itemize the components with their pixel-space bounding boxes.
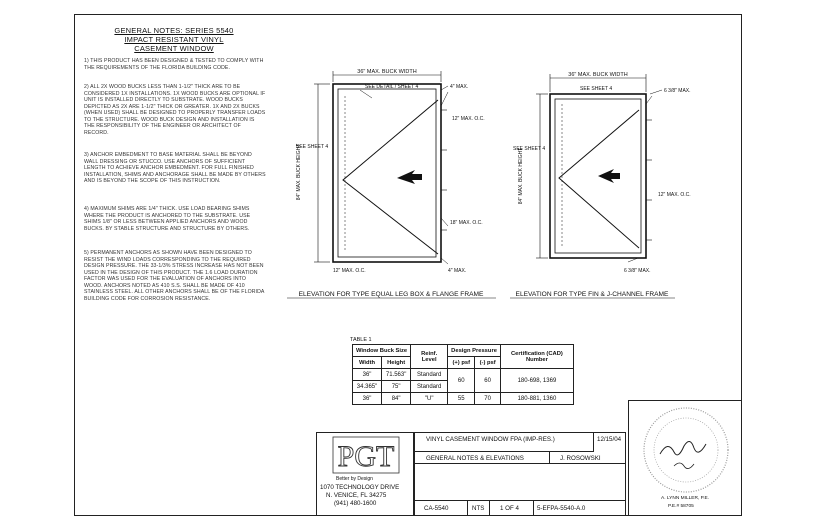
note-paragraph-3: 3) ANCHOR EMBEDMENT TO BASE MATERIAL SHALL BE BEYOND WALL DRESSING OR STUCCO. USE ANCHORS OF SUFFICIENT LENGTH TO ACHIEVE ANCHOR EMBEDMENT. FOR FULL FINISHED INSTALLATION, SHIMS AND ANCHORAGE SHALL BE MADE BY OTHERS AND IS BEYOND THE SCOPE OF THIS INSTRUCTION. <box>84 152 266 184</box>
right-sheet-callout: SEE SHEET 4 <box>580 86 613 92</box>
notes-title-line-1: GENERAL NOTES: SERIES 5540 <box>114 26 234 35</box>
table-cell: 60 <box>475 369 501 393</box>
left-bottom-max-label: 4" MAX. <box>448 268 467 274</box>
engineer-license: P.E.# 58705 <box>668 504 694 509</box>
table-header: Window Buck Size <box>353 345 411 357</box>
table-header-row <box>353 345 574 357</box>
table-cell: 34.365" <box>353 381 382 393</box>
notes-title-line-2: IMPACT RESISTANT VINYL <box>124 35 224 44</box>
right-elevation-frame <box>536 74 662 262</box>
table-subheader: (-) psf <box>475 357 501 369</box>
left-max-top-label: 4" MAX. <box>450 84 469 90</box>
table-label: TABLE 1 <box>350 337 372 343</box>
note-paragraph-1: 1) THIS PRODUCT HAS BEEN DESIGNED & TESTED TO COMPLY WITH THE REQUIREMENTS OF THE FLORIDA BUILDING CODE. <box>84 58 264 71</box>
engineer-name: A. LYNN MILLER, P.E. <box>661 496 710 501</box>
note-paragraph-2: 2) ALL 2X WOOD BUCKS LESS THAN 1-1/2" THICK ARE TO BE CONSIDERED 1X INSTALLATIONS. 1X WOOD BUCKS ARE OPTIONAL IF UNIT IS INSTALLED DIRECTLY TO SUBSTRATE. WOOD BUCKS DEPICTED AS 2X ARE 1-1/2" THICK OR GREATER. 1X AND 2X BUCKS (WHEN USED) SHALL BE DESIGNED TO PROPERLY TRANSFER LOADS TO THE STRUCTURE. WOOD BUCK DESIGN AND INSTALLATION IS THE RESPONSIBILITY OF THE ENGINEER OR ARCHITECT OF RECORD. <box>84 84 266 136</box>
right-oc-label: 12" MAX. O.C. <box>658 192 691 198</box>
left-elevation-caption: ELEVATION FOR TYPE EQUAL LEG BOX & FLANGE FRAME <box>298 291 484 298</box>
table-subheader: Height <box>382 357 411 369</box>
table-cell: 71.563" <box>382 369 411 381</box>
left-right-oc-label: 18" MAX. O.C. <box>450 220 483 226</box>
drawing-number: CA-5540 <box>424 505 449 512</box>
table-cell: "U" <box>411 393 448 405</box>
company-tagline: Better by Design <box>336 476 373 482</box>
table-header: Reinf. Level <box>411 345 448 369</box>
logo-text: PGT <box>337 440 395 473</box>
left-sheet-callout: SEE DETAIL / SHEET 4 <box>365 84 419 90</box>
company-phone: (941) 480-1600 <box>334 500 377 507</box>
table-header: Design Pressure <box>448 345 501 357</box>
right-bottom-max-label: 6 3/8" MAX. <box>624 268 651 274</box>
table-subheader: Width <box>353 357 382 369</box>
table-cell: 36" <box>353 369 382 381</box>
table-cell: 60 <box>448 369 475 393</box>
sheet-number: 1 OF 4 <box>500 505 519 512</box>
right-top-dim-label: 36" MAX. BUCK WIDTH <box>568 72 628 78</box>
note-paragraph-5: 5) PERMANENT ANCHORS AS SHOWN HAVE BEEN DESIGNED TO RESIST THE WIND LOADS CORRESPONDING TO THE REQUIRED DESIGN PRESSURE. THE 33-1/3% STRESS INCREASE HAS NOT BEEN USED IN THE DESIGN OF THIS PRODUCT. THE 1.6 LOAD DURATION FACTOR WAS USED FOR THE EVALUATION OF ANCHORS INTO WOOD. ANCHORS NOTED AS 410 S.S. SHALL BE MADE OF 410 STAINLESS STEEL. ALL OTHER ANCHORS SHALL BE OF THE FLORIDA BUILDING CODE FOR CORROSION RESISTANCE. <box>84 250 265 302</box>
pgt-logo <box>332 436 400 474</box>
table-cell: Standard <box>411 381 448 393</box>
notes-title-line-3: CASEMENT WINDOW <box>134 44 214 53</box>
table-cell: 36" <box>353 393 382 405</box>
left-side-callout: SEE SHEET 4 <box>296 144 329 150</box>
table-row <box>353 369 574 381</box>
signature <box>660 441 706 454</box>
swing-arrow-icon <box>397 170 422 184</box>
table-header: Certification (CAD) Number <box>500 345 573 369</box>
engineer-seal <box>640 404 732 496</box>
table-cell: 75" <box>382 381 411 393</box>
table-subheader: (+) psf <box>448 357 475 369</box>
table-cell: 180-698, 1369 <box>500 369 573 393</box>
right-height-label: 84" MAX. BUCK HEIGHT <box>518 147 524 205</box>
right-max-top-label: 6 3/8" MAX. <box>664 88 691 94</box>
left-elevation-frame <box>314 71 448 264</box>
left-top-dim-label: 36" MAX. BUCK WIDTH <box>357 69 417 75</box>
sheet-title: GENERAL NOTES & ELEVATIONS <box>426 455 524 462</box>
table-row <box>353 393 574 405</box>
right-side-callout: SEE SHEET 4 <box>513 146 546 152</box>
right-elevation-caption: ELEVATION FOR TYPE FIN & J-CHANNEL FRAME <box>515 291 669 298</box>
table-cell: 55 <box>448 393 475 405</box>
left-oc-label: 12" MAX. O.C. <box>452 116 485 122</box>
drawing-scale: NTS <box>472 505 485 512</box>
revision-number: 5-EFPA-5540-A.0 <box>537 505 586 512</box>
note-paragraph-4: 4) MAXIMUM SHIMS ARE 1/4" THICK. USE LOAD BEARING SHIMS WHERE THE PRODUCT IS ANCHORED TO THE SUBSTRATE. USE SHIMS 1/8" OR LESS BETWEEN APPLIED ANCHORS AND WOOD BUCKS. BY STABLE STRUCTURE AND STRUCTURE BY OTHERS. <box>84 206 251 232</box>
table-cell: 180-881, 1360 <box>500 393 573 405</box>
drawing-title: VINYL CASEMENT WINDOW FPA (IMP-RES.) <box>426 436 555 443</box>
left-height-label: 84" MAX. BUCK HEIGHT <box>296 143 302 201</box>
drawing-date: 12/15/04 <box>597 436 622 443</box>
table-cell: Standard <box>411 369 448 381</box>
table-cell: 70 <box>475 393 501 405</box>
left-bottom-oc-label: 12" MAX. O.C. <box>333 268 366 274</box>
swing-arrow-icon <box>598 169 620 183</box>
drawn-by: J. ROSOWSKI <box>560 455 601 462</box>
table-cell: 84" <box>382 393 411 405</box>
company-address-2: N. VENICE, FL 34275 <box>326 492 387 499</box>
company-address-1: 1070 TECHNOLOGY DRIVE <box>320 484 400 491</box>
design-pressure-table <box>352 344 574 405</box>
